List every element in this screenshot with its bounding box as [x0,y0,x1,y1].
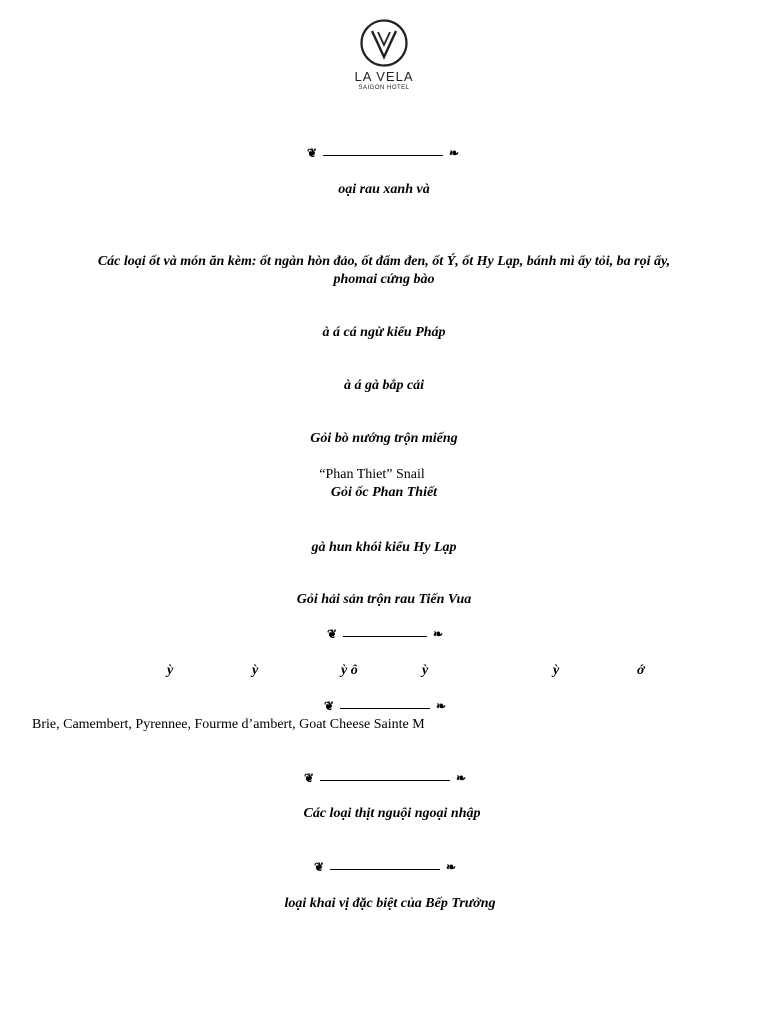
section-divider [312,862,458,876]
section-divider [302,773,468,787]
seafood-salad-dish: Gỏi hải sản trộn rau Tiến Vua [296,592,472,607]
ornament-right-icon: ❧ [455,771,466,785]
ornament-right-icon: ❧ [432,627,443,641]
hotel-logo [0,18,768,92]
salad-heading: oại rau xanh và [338,182,430,197]
brand-name: LA VELA [354,69,414,84]
ornament-left-icon: ❦ [304,771,315,785]
chef-specials: loại khai vị đặc biệt của Bếp Trưởng [284,896,496,911]
tuna-dish: à á cá ngừ kiểu Pháp [322,325,446,340]
diacritic-2: ỳ [252,663,259,678]
section-divider [305,148,461,162]
beef-salad-dish: Gỏi bò nướng trộn miếng [310,431,458,446]
section-divider [325,629,445,643]
ornament-left-icon: ❦ [307,146,318,160]
snail-vietnamese: Gỏi ốc Phan Thiết [330,485,438,500]
ornament-right-icon: ❧ [448,146,459,160]
diacritic-5: ỳ [553,663,560,678]
cheese-list: Brie, Camembert, Pyrennee, Fourme d’ambert, Goat Cheese Sainte M [32,717,425,732]
ornament-right-icon: ❧ [445,860,456,874]
ornament-right-icon: ❧ [435,699,446,713]
la-vela-emblem-icon [359,18,409,68]
diacritic-3: ỳ ô [341,663,358,678]
diacritic-6: ớ [637,663,645,678]
smoked-chicken-dish: gà hun khói kiểu Hy Lạp [311,540,457,555]
ornament-left-icon: ❦ [324,699,335,713]
diacritic-4: ỳ [422,663,429,678]
brand-subtitle: SAIGON HOTEL [358,85,410,91]
ornament-left-icon: ❦ [327,627,338,641]
chicken-cabbage-dish: à á gà bắp cải [343,378,425,393]
diacritic-1: ỳ [167,663,174,678]
breads-line-1: Các loại ốt và món ăn kèm: ốt ngàn hòn đảo, ốt đẩm đen, ốt Ý, ốt Hy Lạp, bánh mì ẩy tỏi, ba rọi ẩy, [97,254,671,269]
section-divider [322,701,448,715]
snail-english: “Phan Thiet” Snail [319,467,425,482]
ornament-left-icon: ❦ [314,860,325,874]
breads-line-2: phomai cứng bào [333,272,435,287]
cold-cuts: Các loại thịt nguội ngoại nhập [303,806,481,821]
